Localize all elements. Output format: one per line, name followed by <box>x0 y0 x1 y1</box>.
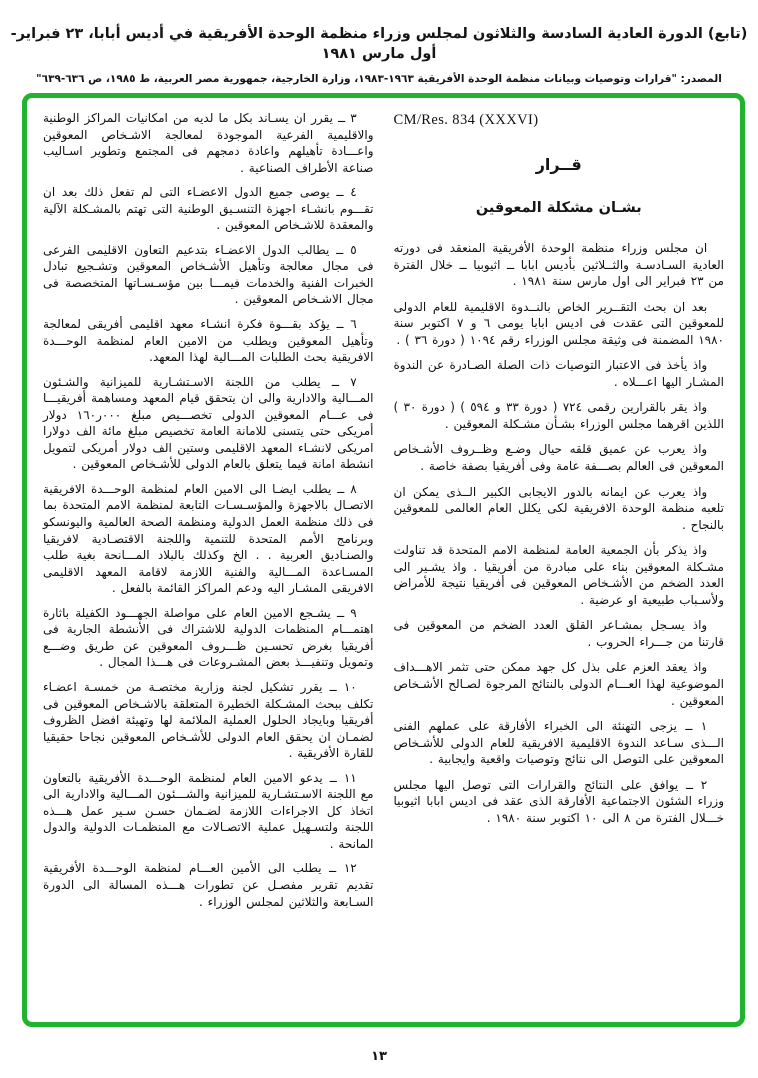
paragraph: واذ يأخذ فى الاعتبار التوصيات ذات الصلة الصـادرة عن الندوة المشـار اليها اعـــلاه . <box>393 358 724 389</box>
paragraph: ١٢ ــ يطلب الى الأمين العـــام لمنظمة الوحـــدة الأفريقية تقديم تقرير مفصـل عن تطورات هـــذه المسالة الى الدورة السـابعة والثلاثين لمجلس الوزراء . <box>43 861 374 909</box>
header-session-line: (تابع) الدورة العادية السادسة والثلاثون لمجلس وزراء منظمة الوحدة الأفريقية في أديس أبابا، ٢٣ فبراير- أول مارس ١٩٨١ <box>10 26 748 63</box>
paragraph: ١١ ــ يدعو الامين العام لمنظمة الوحـــدة الأفريقية بالتعاون مع اللجنة الاسـتشـارية للميزانية والشـــئون المـــالية والادارية الى اتخاذ كل الاجراءات اللازمة لضـمان حسـن سـير عمل هـــذه اللجنة ولتسـهيل عملية الاتصـالات مع المنظمـات الدولية والدول المانحة . <box>43 770 374 851</box>
paragraph: ٨ ــ يطلب ايضـا الى الامين العام لمنظمة الوحـــدة الافريقية الاتصـال بالاجهزة والمؤسـسـات التابعة لمنظمة الامم المتحدة بما فى ذلك منظمة العمل الدولية ومنظمة الصحة العالمية واليونسكو وبرنامج الأمم المتحدة للتنمية واللجنة الاقتصـادية لافريقيا والصنـاديق العربية . . الخ وكذلك بالبلاد المـــانحة بغية طلب المسـاعدة المـــالية والفنية اللازمة لاقامة المعهد الاقليمى الافريقى المشـار اليه ودعم المراكز القائمة بالفعل . <box>43 481 374 596</box>
paragraph: ٢ ــ يوافق على النتائج والقرارات التى توصل اليها مجلس وزراء الشئون الاجتماعية الأفارقة الذى عقد فى اديس ابابا اثيوبيا خـــلال الفترة من ٨ الى ١٠ اكتوبر سنة ١٩٨٠ . <box>393 777 724 825</box>
two-column-layout <box>27 98 740 1022</box>
header-source-line: المصدر: "قرارات وتوصيات وبيانات منظمة الوحدة الأفريقية ١٩٦٣-١٩٨٣، وزارة الخارجية، جمهورية مصر العربية، ط ١٩٨٥، ص ٦٣٦-٦٣٩" <box>36 72 722 85</box>
paragraph: ٣ ــ يقرر ان يسـاند بكل ما لديه من امكانيات المراكز الوطنية والاقليمية الفرعية الموجودة لمعالجة الاشـخاص المعوقين واعـــادة تأهيلهم واعادة دمجهم فى المجتمع وتطوير اسـاليب صناعة الأطراف الصناعية . <box>43 111 374 175</box>
page-header <box>10 24 748 85</box>
paragraph: ١ ــ يزجى التهنئة الى الخبراء الأفارقة على عملهم الفنى الـــذى سـاعد الندوة الاقليمية الافريقية للعام الدولى للأشـخاص المعوقين على التوصل الى نتائج وتوصيات واقعية وايجابية . <box>393 719 724 767</box>
paragraph: واذ يعرب عن ايمانه بالدور الايجابى الكبير الــذى يمكن ان تلعبه منظمة الوحدة الافريقية لكى يكلل العام العالمى للمعوقين بالنجاح . <box>393 484 724 532</box>
preamble-paragraphs <box>394 240 725 826</box>
paragraph: ٩ ــ يشـجع الامين العام على مواصلة الجهـــود الكفيلة باثارة اهتمـــام المنظمات الدولية للاشتراك فى الأنشطة الجارية فى أفريقيا بغرض تحسـين ظـــروف المعوقين عن طريق وضـــع وتمويل وتنفيـــذ بعض المشـروعات فى هـــذا المجال . <box>43 605 374 670</box>
paragraph: واذ يذكر بأن الجمعية العامة لمنظمة الامم المتحدة قد تناولت مشـكلة المعوقين بناء على مبادرة من أفريقيا . واذ يشـير الى العدد الضخم من الأشـخاص المعوقين فى أفريقيا نتيجة للأمراض ولأسـباب طبيعية او عرضية . <box>393 543 724 607</box>
resolution-reference: CM/Res. 834 (XXXVI) <box>393 112 539 128</box>
paragraph: ٤ ــ يوصى جميع الدول الاعضـاء التى لم تفعل ذلك بعد ان تقـــوم بانشـاء اجهزة التنسـيق الوطنية التى تهتم بالمشـكلة الآلية والمعقدة للاشـخاص المعوقين . <box>43 185 374 233</box>
column-left-operative <box>43 110 374 1012</box>
paragraph: ٦ ــ يؤكد بقـــوة فكرة انشـاء معهد اقليمى أفريقى لمعالجة وتأهيل المعوقين ويطلب من الامين العام لمنظمة الوحـــدة الافريقية بحث الطلبات المـــالية لهذا المعهد. <box>43 317 374 365</box>
paragraph: ١٠ ــ يقرر تشكيل لجنة وزارية مختصـة من خمسـة اعضـاء تكلف ببحث المشـكلة الخطيرة المتعلقة بالاشـخاص المعوقين فى أفريقيا وبايجاد الحلول العملية الملائمة لها وتهيئة افضل الظروف لضمـان ان يحقق العام الدولى للأشـخاص المعوقين نجاحا حقيقيا للقارة الأفريقية . <box>43 679 374 761</box>
paragraph: ٥ ــ يطالب الدول الاعضـاء بتدعيم التعاون الاقليمى الفرعى فى مجال معالجة وتأهيل الأشـخاص المعوقين وتشـجيع تبادل الخبرات الفنية والخدمات فيمـــا بين مؤسـسـاتها المتخصصة فى مجال الاشـخاص المعوقين . <box>43 242 374 307</box>
operative-paragraphs <box>43 110 374 910</box>
paragraph: ان مجلس وزراء منظمة الوحدة الأفريقية المنعقد فى دورته العادية السـادسـة والثــلاثين بأديس ابابا ــ اثيوبيا ــ خلال الفترة من ٢٣ فبراير الى اول مارس سنة ١٩٨١ . <box>393 241 724 289</box>
resolution-title: قــرار <box>535 155 582 174</box>
paragraph: ٧ ــ يطلب من اللجنة الاسـتشـارية للميزانية والشـئون المـــالية والادارية والى ان يتحقق قيام المعهد ومساهمة أفريقيـــا فى عـــام المعوقين الدولى تخصـــيص مبلغ ٠٠٠ر١٦٠ دولار أمريكى حتى يتسنى للامانة العامة تخصيص مبلغ مائة الف دولارا امريكى لانشـاء المعهد الاقليمى وستين الف دولار أمريكى لتمويل انشطة امانة فيما يتعلق بالعام الدولى للأشـخاص المعوقين . <box>43 374 374 472</box>
page-number: ١٣ <box>371 1049 387 1064</box>
resolution-frame <box>22 93 745 1027</box>
paragraph: بعد ان بحث التقــرير الخاص بالنــدوة الاقليمية للعام الدولى للمعوقين التى عقدت فى اديس ابابا يومى ٦ و ٧ اكتوبر سنة ١٩٨٠ المضمنة فى وثيقة مجلس الوزراء رقم ١٠٩٤ ( دورة ٣٦ ) . <box>393 299 724 347</box>
paragraph: واذ يقر بالقرارين رقمى ٧٢٤ ( دورة ٣٣ و ٥٩٤ ) ( دورة ٣٠ ) اللذين اقرهما مجلس الوزراء بشـأن مشـكلة المعوقين . <box>393 400 724 431</box>
resolution-subtitle: بشـان مشكلة المعوقين <box>475 200 642 216</box>
paragraph: واذ يعقد العزم على بذل كل جهد ممكن حتى تثمر الاهـــداف الموضوعية لهذا العـــام الدولى بالنتائج المرجوة لصـالح الأشـخاص المعوقين . <box>393 660 724 708</box>
column-right-preamble <box>394 110 725 1012</box>
paragraph: واذ يعرب عن عميق قلقه حيال وضـع وظــروف الأشـخاص المعوقين فى العالم بصـــفة عامة وفى أفريقيا بصفة خاصة . <box>393 442 724 474</box>
paragraph: واذ يسـجل بمشـاعر القلق العدد الضخم من المعوقين فى قارتنا من جـــراء الحروب . <box>393 618 724 649</box>
